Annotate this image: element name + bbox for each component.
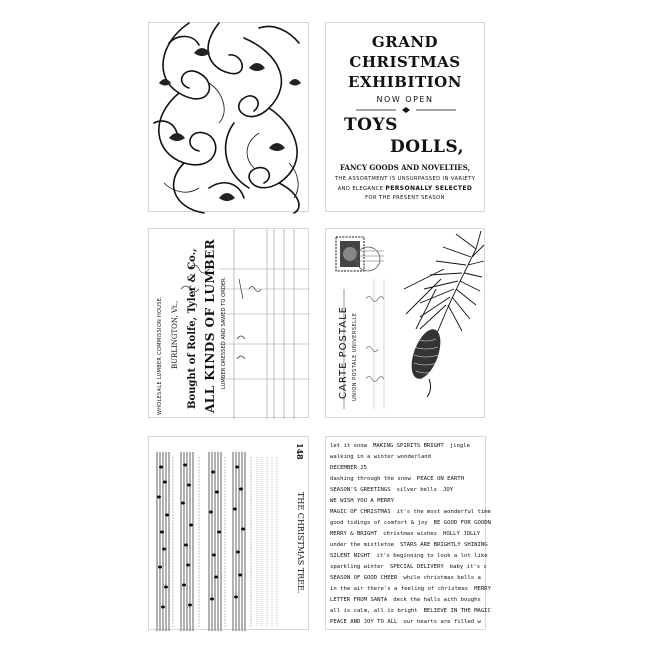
phrase-text: walking in a winter wonderland — [330, 454, 432, 460]
poster-title-exhibition: EXHIBITION — [348, 73, 462, 91]
lumber-receipt-panel — [148, 228, 309, 418]
phrase-text: silver bells — [396, 487, 438, 493]
phrase-text: LETTER FROM SANTA — [330, 597, 388, 603]
phrase-text: all is calm, all is bright — [330, 608, 418, 614]
poster-toys: TOYS — [344, 115, 398, 135]
phrase-text: DECEMBER 25 — [330, 465, 368, 471]
postcard-title: CARTE POSTALE — [338, 306, 349, 399]
phrase-text: WE WISH YOU A MERRY — [330, 498, 394, 504]
postage-stamp-icon — [336, 237, 384, 271]
phrase-text: it's the most wonderful time — [396, 509, 491, 515]
phrase-text: HOLLY JOLLY — [443, 531, 481, 537]
phrase-text: PEACE AND JOY TO ALL — [330, 619, 398, 625]
flourish-stamp-panel — [148, 22, 309, 212]
phrase-text: deck the halls with boughs — [393, 597, 481, 603]
postcard-pine-panel — [325, 228, 485, 418]
phrase-line — [330, 498, 483, 504]
phrase-text: dashing through the snow — [330, 476, 411, 482]
poster-personally-selected: PERSONALLY SELECTED — [385, 185, 473, 192]
phrase-line — [330, 520, 491, 526]
phrase-text: in the air there's a feeling of christmas — [330, 586, 469, 592]
phrase-text: while christmas bells a — [403, 575, 481, 581]
phrase-text: good tidings of comfort & joy — [330, 520, 428, 526]
poster-title-christmas: CHRISTMAS — [349, 53, 461, 71]
phrase-text: STARS ARE BRIGHTLY SHINING — [400, 542, 488, 548]
phrase-text: under the mistletoe — [330, 542, 394, 548]
ornament-divider-icon — [356, 107, 456, 113]
phrase-text: let it snow — [330, 443, 368, 449]
phrase-text: our hearts are filled w — [403, 619, 481, 625]
poster-dolls: DOLLS, — [389, 137, 464, 157]
poster-title-grand: GRAND — [371, 33, 439, 51]
phrase-line — [330, 597, 483, 603]
receipt-all-kinds: ALL KINDS OF LUMBER — [203, 238, 217, 413]
music-page-number: 148 — [295, 443, 305, 460]
postcard-art — [326, 229, 486, 419]
receipt-dressed: LUMBER DRESSED AND SAWED TO ORDER. — [221, 276, 227, 389]
sheet-music-panel — [148, 436, 309, 630]
receipt-header: WHOLESALE LUMBER COMMISSION HOUSE. — [157, 295, 163, 415]
phrase-text: sparkling winter — [330, 564, 384, 570]
phrase-text: MERRY & BRIGHT — [330, 531, 378, 537]
phrase-text: SEASON'S GREETINGS — [330, 487, 391, 493]
poster — [326, 23, 484, 211]
phrase-text: christmas wishes — [383, 531, 438, 537]
music-staves — [149, 437, 310, 631]
flourish-pattern-icon — [149, 23, 310, 213]
music-title: THE CHRISTMAS TREE. — [296, 492, 305, 594]
phrase-text: SEASON OF GOOD CHEER — [330, 575, 398, 581]
phrase-line — [330, 586, 491, 592]
phrase-text: MAKING SPIRITS BRIGHT — [373, 443, 444, 449]
phrase-line — [330, 553, 488, 559]
phrase-line — [330, 487, 483, 493]
phrase-text: MAGIC OF CHRISTMAS — [330, 509, 391, 515]
phrase-text: JOY — [443, 487, 454, 493]
christmas-exhibition-poster-panel — [325, 22, 485, 212]
phrase-text: SPECIAL DELIVERY — [389, 564, 444, 570]
phrase-line — [330, 564, 487, 570]
phrase-text: PEACE ON EARTH — [416, 476, 464, 482]
phrase-line — [330, 454, 483, 460]
phrase-text: baby it's c — [449, 564, 487, 570]
phrase-line — [330, 465, 483, 471]
receipt-location: BURLINGTON, Vt., — [171, 300, 179, 369]
poster-now-open: NOW OPEN — [376, 95, 434, 104]
phrase-text: it's beginning to look a lot like — [376, 553, 488, 559]
phrase-line — [330, 575, 483, 581]
phrase-line — [330, 608, 491, 614]
poster-fancy-goods: FANCY GOODS AND NOVELTIES, — [339, 163, 471, 172]
poster-assortment: THE ASSORTMENT IS UNSURPASSED IN VARIETY — [334, 176, 476, 182]
phrase-line — [330, 619, 483, 625]
postcard-subtitle: UNION POSTALE UNIVERSELLE — [352, 312, 358, 401]
phrase-text: MERRY — [474, 586, 491, 592]
phrase-line — [330, 509, 491, 515]
phrase-text: jingle — [449, 443, 470, 449]
poster-present-season: FOR THE PRESENT SEASON — [365, 195, 445, 201]
phrase-line — [330, 531, 483, 537]
phrase-text: SILENT NIGHT — [330, 553, 371, 559]
phrase-line — [330, 476, 483, 482]
poster-elegance: AND ELEGANCE — [337, 186, 384, 192]
phrase-text: BE GOOD FOR GOODN — [433, 520, 491, 526]
receipt-bought-of: Bought of Rolfe, Tyler & Co., — [187, 248, 198, 409]
phrase-text: BELIEVE IN THE MAGIC — [423, 608, 491, 614]
phrase-line — [330, 542, 488, 548]
phrase-line — [330, 443, 483, 449]
christmas-phrases-panel — [325, 436, 491, 630]
pinecone-icon — [406, 325, 446, 382]
